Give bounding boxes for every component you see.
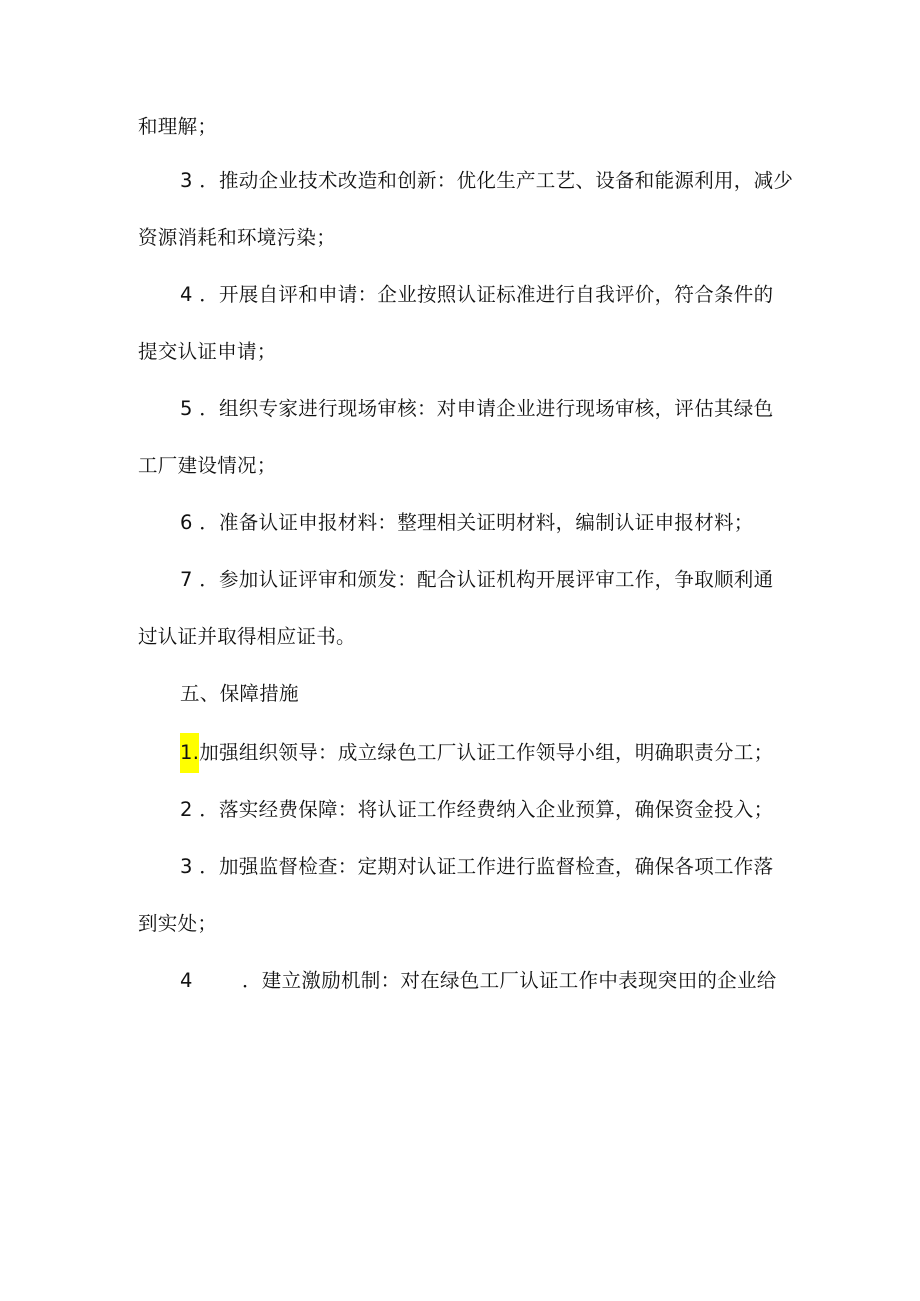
last-item-text: ．建立激励机制：对在绿色工厂认证工作中表现突田的企业给 bbox=[242, 969, 777, 992]
highlighted-list-item bbox=[180, 741, 773, 773]
highlighted-item-text: 加强组织领导：成立绿色工厂认证工作领导小组，明确职责分工； bbox=[199, 741, 774, 764]
text-line: 2 ．落实经费保障：将认证工作经费纳入企业预算，确保资金投入； bbox=[180, 798, 774, 821]
text-line: 6 ．准备认证申报材料：整理相关证明材料，编制认证申报材料； bbox=[180, 511, 754, 534]
text-line: 和理解； bbox=[138, 115, 218, 138]
highlighted-item-number: 1. bbox=[180, 733, 199, 773]
text-line: 5 ．组织专家进行现场审核：对申请企业进行现场审核，评估其绿色 bbox=[180, 397, 774, 420]
text-line: 过认证并取得相应证书。 bbox=[138, 625, 356, 648]
text-line: 到实处； bbox=[138, 912, 218, 935]
text-line: 提交认证申请； bbox=[138, 340, 277, 363]
text-line: 3 ．推动企业技术改造和创新：优化生产工艺、设备和能源利用，减少 bbox=[180, 169, 794, 192]
last-list-item bbox=[180, 969, 777, 993]
text-line: 3 ．加强监督检查：定期对认证工作进行监督检查，确保各项工作落 bbox=[180, 855, 774, 878]
section-heading: 五、保障措施 bbox=[180, 682, 299, 705]
last-item-number: 4 bbox=[180, 969, 193, 992]
text-line: 资源消耗和环境污染； bbox=[138, 226, 337, 249]
text-line: 工厂建设情况； bbox=[138, 454, 277, 477]
text-line: 4 ．开展自评和申请：企业按照认证标准进行自我评价，符合条件的 bbox=[180, 283, 774, 306]
text-line: 7 ．参加认证评审和颁发：配合认证机构开展评审工作，争取顺利通 bbox=[180, 568, 774, 591]
